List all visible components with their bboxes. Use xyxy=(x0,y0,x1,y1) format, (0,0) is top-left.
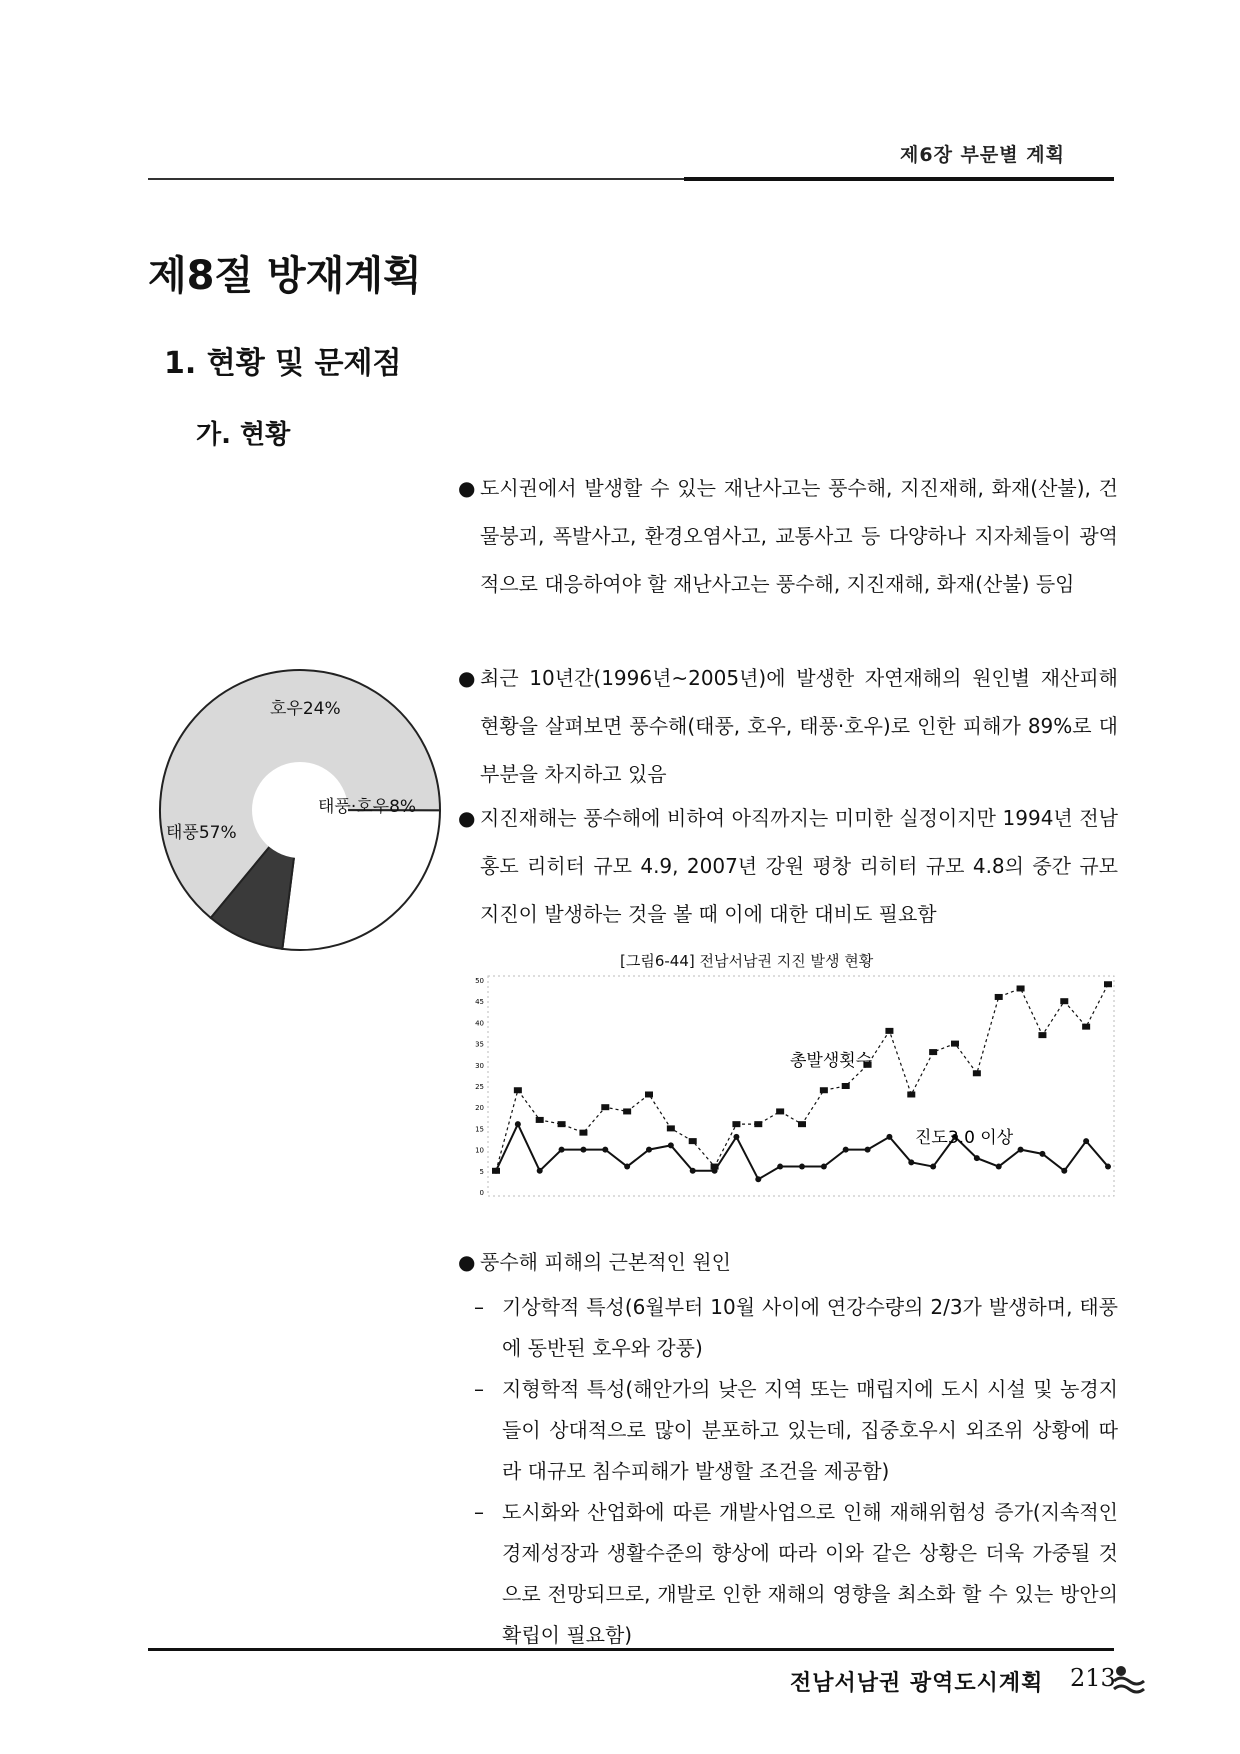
page-number: 213 xyxy=(1070,1664,1116,1692)
y-tick-label: 20 xyxy=(475,1104,484,1113)
series-total-point xyxy=(995,994,1003,1000)
y-tick-label: 15 xyxy=(475,1125,484,1134)
chart-caption: [그림6-44] 전남서남권 지진 발생 현황 xyxy=(620,952,874,970)
cause-item-2: – 지형학적 특성(해안가의 낮은 지역 또는 매립지에 도시 시설 및 농경지들이 상대적으로 많이 분포하고 있는데, 집중호우시 외조위 상황에 따라 대규모 침수피해가 발생할 조건을 제공함) xyxy=(474,1377,1118,1483)
series-total-point xyxy=(754,1121,762,1127)
series-total-point xyxy=(776,1108,784,1114)
footer-rule xyxy=(148,1648,1114,1651)
series-strong-point xyxy=(712,1168,718,1174)
earthquake-line-chart xyxy=(460,972,1120,1204)
y-tick-label: 35 xyxy=(475,1040,484,1049)
chapter-header: 제6장 부문별 계획 xyxy=(900,144,1065,166)
series-total-point xyxy=(1038,1032,1046,1038)
series-label-total: 총발생횟수 xyxy=(790,1051,873,1071)
logo-icon xyxy=(1112,1664,1146,1694)
series-total-point xyxy=(820,1087,828,1093)
series-strong-point xyxy=(580,1147,586,1153)
series-total-point xyxy=(929,1049,937,1055)
series-strong-point xyxy=(996,1164,1002,1170)
y-tick-label: 10 xyxy=(475,1146,484,1155)
series-total-point xyxy=(689,1138,697,1144)
series-label-strong: 진도3.0 이상 xyxy=(915,1128,1014,1148)
pie-label-typhoon: 태풍57% xyxy=(166,823,237,843)
series-total-point xyxy=(579,1130,587,1136)
series-strong-point xyxy=(733,1134,739,1140)
series-total-point xyxy=(798,1121,806,1127)
series-strong-point xyxy=(1018,1147,1024,1153)
bullet-cause-title: ● 풍수해 피해의 근본적인 원인 xyxy=(458,1238,1118,1286)
series-strong-point xyxy=(602,1147,608,1153)
series-strong-point xyxy=(690,1168,696,1174)
series-strong-point xyxy=(777,1164,783,1170)
cause-item-3: – 도시화와 산업화에 따른 개발사업으로 인해 재해위험성 증가(지속적인 경제성장과 생활수준의 향상에 따라 이와 같은 상황은 더욱 가중될 것으로 전망되므로, 개발로 인한 재해의 영향을 최소화 할 수 있는 방안의 확립이 필요함) xyxy=(474,1500,1118,1647)
series-strong-point xyxy=(865,1147,871,1153)
series-total-point xyxy=(1060,998,1068,1004)
pie-label-mixed: 태풍·호우8% xyxy=(318,797,417,817)
series-strong-point xyxy=(755,1176,761,1182)
series-total-point xyxy=(667,1125,675,1131)
bullet-dot: ● xyxy=(458,476,476,500)
series-total-point xyxy=(951,1041,959,1047)
series-total-point xyxy=(885,1028,893,1034)
bullet-3: ● 지진재해는 풍수해에 비하여 아직까지는 미미한 실정이지만 1994년 전남 홍도 리히터 규모 4.9, 2007년 강원 평창 리히터 규모 4.8의 중간 규모 지진이 발생하는 것을 볼 때 이에 대한 대비도 필요함 xyxy=(458,794,1118,938)
series-strong-point xyxy=(886,1134,892,1140)
plot-frame xyxy=(488,976,1114,1196)
y-tick-label: 40 xyxy=(475,1019,484,1028)
series-total-point xyxy=(623,1108,631,1114)
series-total-point xyxy=(973,1070,981,1076)
series-total-point xyxy=(1017,985,1025,991)
subsubsection-title: 가. 현황 xyxy=(196,420,291,450)
pie-label-rain: 호우24% xyxy=(270,699,341,719)
series-strong-point xyxy=(930,1164,936,1170)
footer-title: 전남서남권 광역도시계획 xyxy=(790,1671,1044,1696)
y-tick-label: 25 xyxy=(475,1083,484,1091)
series-strong-point xyxy=(537,1168,543,1174)
series-strong-point xyxy=(624,1164,630,1170)
series-strong-point xyxy=(493,1168,499,1174)
y-tick-label: 5 xyxy=(479,1167,484,1176)
series-total-point xyxy=(645,1091,653,1097)
series-total-point xyxy=(536,1117,544,1123)
series-total-point xyxy=(907,1091,915,1097)
section-title: 제8절 방재계획 xyxy=(148,253,422,299)
series-strong-point xyxy=(1083,1138,1089,1144)
series-strong-point xyxy=(843,1147,849,1153)
series-strong-point xyxy=(1039,1151,1045,1157)
series-strong-point xyxy=(1061,1168,1067,1174)
series-total-point xyxy=(1082,1024,1090,1030)
header-rule-accent xyxy=(684,177,1114,181)
bullet-dot: ● xyxy=(458,806,476,830)
y-tick-label: 50 xyxy=(475,977,484,985)
y-tick-label: 30 xyxy=(475,1061,484,1070)
series-strong-point xyxy=(908,1159,914,1165)
series-total-point xyxy=(601,1104,609,1110)
series-strong-point xyxy=(974,1155,980,1161)
series-total-point xyxy=(514,1087,522,1093)
series-strong-point xyxy=(1105,1164,1111,1170)
bullet-dot: ● xyxy=(458,1250,476,1274)
series-strong-point xyxy=(646,1147,652,1153)
series-strong-point xyxy=(821,1164,827,1170)
series-strong-point xyxy=(799,1164,805,1170)
bullet-1: ● 도시권에서 발생할 수 있는 재난사고는 풍수해, 지진재해, 화재(산불), 건물붕괴, 폭발사고, 환경오염사고, 교통사고 등 다양하나 지자체들이 광역적으로 대응하여야 할 재난사고는 풍수해, 지진재해, 화재(산불) 등임 xyxy=(458,464,1118,608)
series-strong-point xyxy=(559,1147,565,1153)
cause-item-1: – 기상학적 특성(6월부터 10월 사이에 연강수량의 2/3가 발생하며, 태풍에 동반된 호우와 강풍) xyxy=(474,1295,1118,1360)
series-strong-line xyxy=(496,1124,1108,1179)
series-total-point xyxy=(1104,981,1112,987)
series-strong-point xyxy=(515,1121,521,1127)
series-total-point xyxy=(732,1121,740,1127)
series-total-point xyxy=(558,1121,566,1127)
y-tick-label: 0 xyxy=(479,1189,484,1197)
y-tick-label: 45 xyxy=(475,998,484,1007)
series-total-line xyxy=(496,984,1108,1171)
bullet-dot: ● xyxy=(458,666,476,690)
bullet-2: ● 최근 10년간(1996년~2005년)에 발생한 자연재해의 원인별 재산피해 현황을 살펴보면 풍수해(태풍, 호우, 태풍·호우)로 인한 피해가 89%로 대부분을 차지하고 있음 xyxy=(458,654,1118,798)
subsection-title: 1. 현황 및 문제점 xyxy=(164,346,402,381)
series-strong-point xyxy=(668,1142,674,1148)
series-total-point xyxy=(842,1083,850,1089)
